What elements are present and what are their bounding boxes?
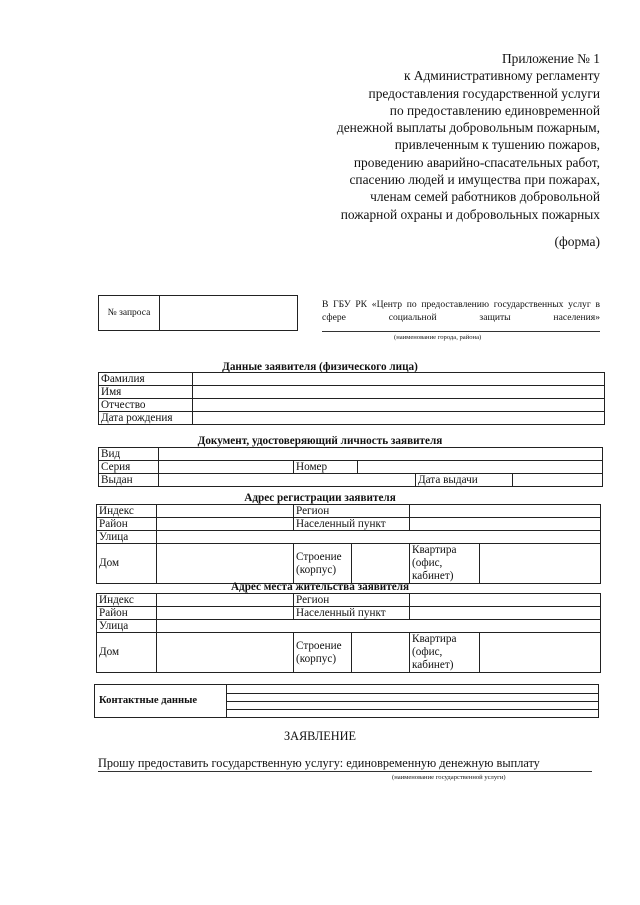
live-locality-label: Населенный пункт — [294, 607, 410, 620]
appendix-line: предоставления государственной услуги — [368, 85, 600, 101]
appendix-line: по предоставлению единовременной — [389, 102, 600, 118]
reg-house-field[interactable] — [157, 544, 294, 584]
applicant-table — [98, 372, 605, 425]
reg-apartment-label: Квартира (офис, кабинет) — [410, 544, 480, 584]
applicant-section-title: Данные заявителя (физического лица) — [222, 361, 418, 373]
live-street-label: Улица — [97, 620, 157, 633]
reg-building-field[interactable] — [352, 544, 410, 584]
reg-building-label: Строение (корпус) — [294, 544, 352, 584]
doc-number-label: Номер — [294, 461, 358, 474]
birthdate-label: Дата рождения — [99, 412, 193, 425]
statement-underline — [98, 771, 592, 772]
reg-region-field[interactable] — [410, 505, 601, 518]
live-house-field[interactable] — [157, 633, 294, 673]
doc-issue-date-field[interactable] — [513, 474, 603, 487]
live-apartment-label: Квартира (офис, кабинет) — [410, 633, 480, 673]
surname-label: Фамилия — [99, 373, 193, 386]
reg-locality-label: Населенный пункт — [294, 518, 410, 531]
reg-address-section-title: Адрес регистрации заявителя — [244, 492, 396, 504]
live-region-field[interactable] — [410, 594, 601, 607]
reg-index-label: Индекс — [97, 505, 157, 518]
patronymic-field[interactable] — [193, 399, 605, 412]
recipient-text: В ГБУ РК «Центр по предоставлению государственных услуг в сфере социальной защиты населения» — [322, 299, 600, 323]
patronymic-label: Отчество — [99, 399, 193, 412]
live-district-field[interactable] — [157, 607, 294, 620]
live-house-label: Дом — [97, 633, 157, 673]
name-field[interactable] — [193, 386, 605, 399]
recipient-hint: (наименование города, района) — [394, 334, 482, 341]
reg-district-field[interactable] — [157, 518, 294, 531]
doc-number-field[interactable] — [358, 461, 603, 474]
form-label: (форма) — [554, 234, 600, 249]
contact-box — [94, 684, 599, 718]
live-address-table — [96, 593, 601, 673]
doc-issued-label: Выдан — [99, 474, 159, 487]
live-building-field[interactable] — [352, 633, 410, 673]
live-apartment-field[interactable] — [480, 633, 601, 673]
live-index-label: Индекс — [97, 594, 157, 607]
live-building-label: Строение (корпус) — [294, 633, 352, 673]
reg-apartment-field[interactable] — [480, 544, 601, 584]
appendix-line: проведению аварийно-спасательных работ, — [353, 154, 600, 170]
request-number-label: № запроса — [99, 296, 160, 330]
doc-issue-date-label: Дата выдачи — [416, 474, 513, 487]
identity-doc-section-title: Документ, удостоверяющий личность заявителя — [197, 435, 443, 447]
reg-street-label: Улица — [97, 531, 157, 544]
live-address-section-title: Адрес места жительства заявителя — [230, 581, 410, 593]
request-number-box — [98, 295, 298, 331]
reg-district-label: Район — [97, 518, 157, 531]
appendix-line: спасению людей и имущества при пожарах, — [349, 172, 600, 188]
contact-field[interactable] — [227, 685, 598, 717]
statement-hint: (наименование государственной услуги) — [392, 774, 506, 781]
appendix-line: к Административному регламенту — [403, 68, 600, 84]
doc-issued-field[interactable] — [159, 474, 416, 487]
doc-series-field[interactable] — [159, 461, 294, 474]
reg-index-field[interactable] — [157, 505, 294, 518]
appendix-line: пожарной охраны и добровольных пожарных — [340, 206, 600, 222]
reg-locality-field[interactable] — [410, 518, 601, 531]
reg-region-label: Регион — [294, 505, 410, 518]
doc-type-label: Вид — [99, 448, 159, 461]
contact-label: Контактные данные — [99, 695, 198, 706]
appendix-header — [220, 50, 600, 223]
appendix-line: денежной выплаты добровольным пожарным, — [336, 120, 600, 136]
live-locality-field[interactable] — [410, 607, 601, 620]
live-region-label: Регион — [294, 594, 410, 607]
live-district-label: Район — [97, 607, 157, 620]
statement-title: ЗАЯВЛЕНИЕ — [283, 729, 357, 743]
doc-series-label: Серия — [99, 461, 159, 474]
live-street-field[interactable] — [157, 620, 601, 633]
identity-doc-table — [98, 447, 603, 487]
name-label: Имя — [99, 386, 193, 399]
recipient-underline — [322, 331, 600, 332]
doc-type-field[interactable] — [159, 448, 603, 461]
reg-street-field[interactable] — [157, 531, 601, 544]
reg-address-table — [96, 504, 601, 584]
appendix-line: членам семей работников добровольной — [370, 189, 600, 205]
statement-request-text: Прошу предоставить государственную услугу: единовременную денежную выплату — [98, 756, 540, 770]
appendix-line: привлеченным к тушению пожаров, — [394, 137, 600, 153]
reg-house-label: Дом — [97, 544, 157, 584]
request-number-field[interactable] — [161, 296, 297, 330]
birthdate-field[interactable] — [193, 412, 605, 425]
appendix-line: Приложение № 1 — [501, 51, 600, 66]
surname-field[interactable] — [193, 373, 605, 386]
live-index-field[interactable] — [157, 594, 294, 607]
